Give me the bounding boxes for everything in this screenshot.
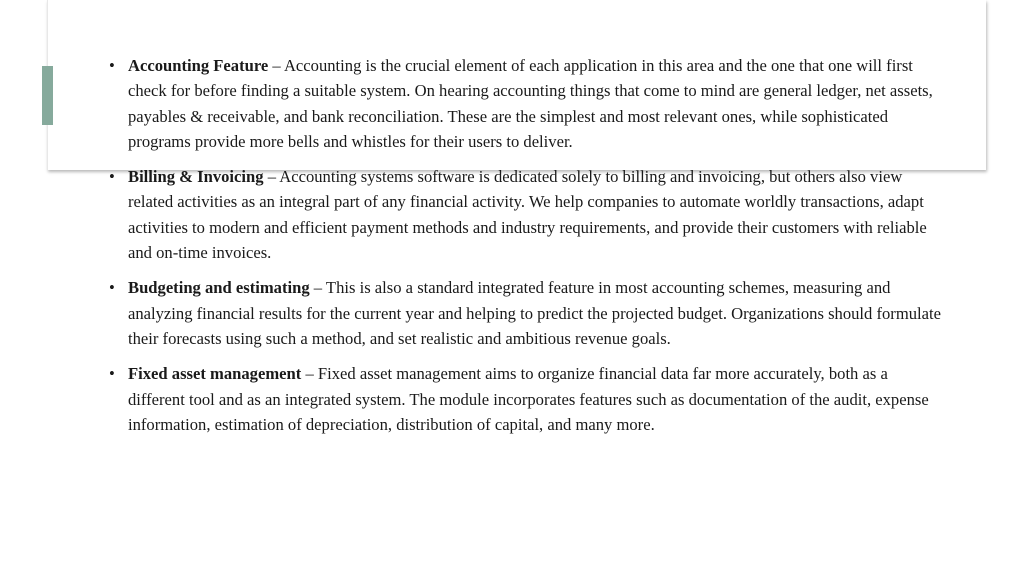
list-item-budgeting-estimating [108,275,943,351]
list-item-accounting-feature [108,53,943,154]
item-term: Billing & Invoicing [128,167,264,187]
bullet-mark: • [109,167,115,187]
list-item-fixed-asset-management [108,361,943,437]
bullet-mark: • [109,364,115,384]
item-term: Fixed asset management [128,364,302,384]
item-text: – Accounting is the crucial element of each application in this area and the one that one will first check for before finding a suitable system. On hearing accounting things that come to mind are general ledger, net assets, payables & receivable, and bank reconciliation. These are the simplest and most relevant ones, while sophisticated programs provide more bells and whistles for their users to deliver. [128,56,933,151]
item-text: – Fixed asset management aims to organize financial data far more accurately, both as a different tool and as an integrated system. The module incorporates features such as documentation of the audit, expense information, estimation of depreciation, distribution of capital, and many more. [128,364,929,434]
bullet-list [108,53,943,447]
bullet-mark: • [109,56,115,75]
list-item-billing-invoicing [108,164,943,265]
accent-bar [42,66,53,125]
item-text: – This is also a standard integrated feature in most accounting schemes, measuring and analyzing financial results for the current year and helping to predict the projected budget. Organizations should formulate their forecasts using such a method, and set realistic and ambitious revenue goals. [128,278,941,348]
item-term: Budgeting and estimating [128,278,310,298]
item-term: Accounting Feature [128,56,269,75]
item-text: – Accounting systems software is dedicated solely to billing and invoicing, but others also view related activities as an integral part of any financial activity. We help companies to automate worldly transactions, adapt activities to modern and efficient payment methods and industry requirements, and provide their customers with reliable and on-time invoices. [128,167,927,263]
bullet-mark: • [109,278,115,298]
